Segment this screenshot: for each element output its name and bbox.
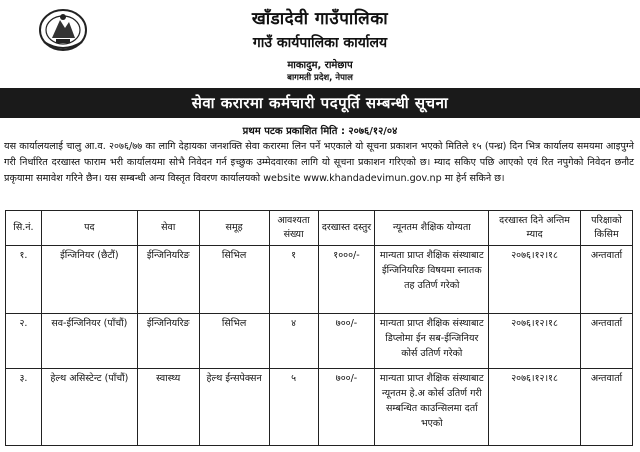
cell-post: सव-ईन्जिनियर (पाँचौं): [41, 314, 137, 369]
cell-group: सिभिल: [199, 246, 269, 314]
col-header-exam: परिक्षाको किसिम: [580, 211, 632, 246]
cell-sn: २.: [6, 314, 42, 369]
col-header-group: समूह: [199, 211, 269, 246]
published-date: प्रथम पटक प्रकाशित मिति : २०७६/१२/०४: [242, 126, 398, 137]
cell-qualification: मान्यता प्राप्त शैक्षिक संस्थाबाट ईन्जिनियरिङ विषयमा स्नातक तह उतिर्ण गरेको: [375, 246, 489, 314]
notice-header: [0, 0, 640, 88]
cell-group: हेल्थ ईन्सपेक्सन: [199, 369, 269, 446]
cell-service: स्वास्थ्य: [137, 369, 199, 446]
notice-title-banner: सेवा करारमा कर्मचारी पदपूर्ति सम्बन्धी सूचना: [0, 88, 640, 118]
cell-deadline: २०७६।१२।१८: [489, 369, 581, 446]
office-address: माकादुम, रामेछाप: [287, 60, 353, 71]
col-header-sn: सि.नं.: [6, 211, 42, 246]
cell-deadline: २०७६।१२।१८: [489, 314, 581, 369]
cell-exam: अन्तवार्ता: [580, 314, 632, 369]
province-name: बागमती प्रदेश, नेपाल: [287, 73, 353, 83]
col-header-service: सेवा: [137, 211, 199, 246]
cell-exam: अन्तवार्ता: [580, 369, 632, 446]
cell-quantity: ४: [269, 314, 318, 369]
table-row: [6, 369, 633, 446]
cell-exam: अन्तवार्ता: [580, 246, 632, 314]
cell-service: ईन्जिनियरिङ: [137, 314, 199, 369]
cell-sn: १.: [6, 246, 42, 314]
col-header-quantity: आवश्यता संख्या: [269, 211, 318, 246]
cell-fee: ७००/-: [318, 314, 375, 369]
table-row: [6, 314, 633, 369]
cell-fee: ७००/-: [318, 369, 375, 446]
vacancy-table: [5, 210, 633, 446]
cell-qualification: मान्यता प्राप्त शैक्षिक संस्थाबाट न्यूनतम हे.अ कोर्स उतिर्ण गरी सम्बन्धित काउन्सिलमा दर्ता भएको: [375, 369, 489, 446]
col-header-post: पद: [41, 211, 137, 246]
cell-sn: ३.: [6, 369, 42, 446]
cell-post: ईन्जिनियर (छैटौं): [41, 246, 137, 314]
cell-group: सिभिल: [199, 314, 269, 369]
col-header-qualification: न्यूनतम शैक्षिक योग्यता: [375, 211, 489, 246]
cell-quantity: ५: [269, 369, 318, 446]
table-header-row: [6, 211, 633, 246]
cell-deadline: २०७६।१२।१८: [489, 246, 581, 314]
municipality-name: खाँडादेवी गाउँपालिका: [251, 9, 389, 29]
office-name: गाउँ कार्यपालिका कार्यालय: [252, 35, 388, 51]
cell-qualification: मान्यता प्राप्त शैक्षिक संस्थाबाट डिप्लोमा ईन सब-ईन्जिनियर कोर्स उतिर्ण गरेको: [375, 314, 489, 369]
notice-body: यस कार्यालयलाई चालु आ.व. २०७६/७७ का लागि देहायका जनशक्ति सेवा करारमा लिन पर्ने भएकाले यो सूचना प्रकाशन भएको मितिले १५ (पन्ध्र) दिन भित्र कार्यालय समयमा आइपुग्ने गरी निर्धारित दरखास्त फाराम भरी कार्यालयमा सोभै निवेदन गर्न इच्छुक उम्मेदवारका लागि यो सूचना प्रकाशन गरिएको छ। म्याद सकिए पछि आएको एवं रित नपुगेको निवेदन छनौट प्रकृयामा समावेश गरिने छैन। यस सम्बन्धी अन्य विस्तृत विवरण कार्यालयको website www.khandadevimun.gov.np मा हेर्न सकिने छ।: [4, 141, 634, 184]
col-header-deadline: दरखास्त दिने अन्तिम म्याद: [489, 211, 581, 246]
cell-post: हेल्थ असिस्टेन्ट (पाँचौं): [41, 369, 137, 446]
cell-service: ईन्जिनियरिङ: [137, 246, 199, 314]
cell-fee: १०००/-: [318, 246, 375, 314]
cell-quantity: १: [269, 246, 318, 314]
table-row: [6, 246, 633, 314]
col-header-fee: दरखास्त दस्तुर: [318, 211, 375, 246]
